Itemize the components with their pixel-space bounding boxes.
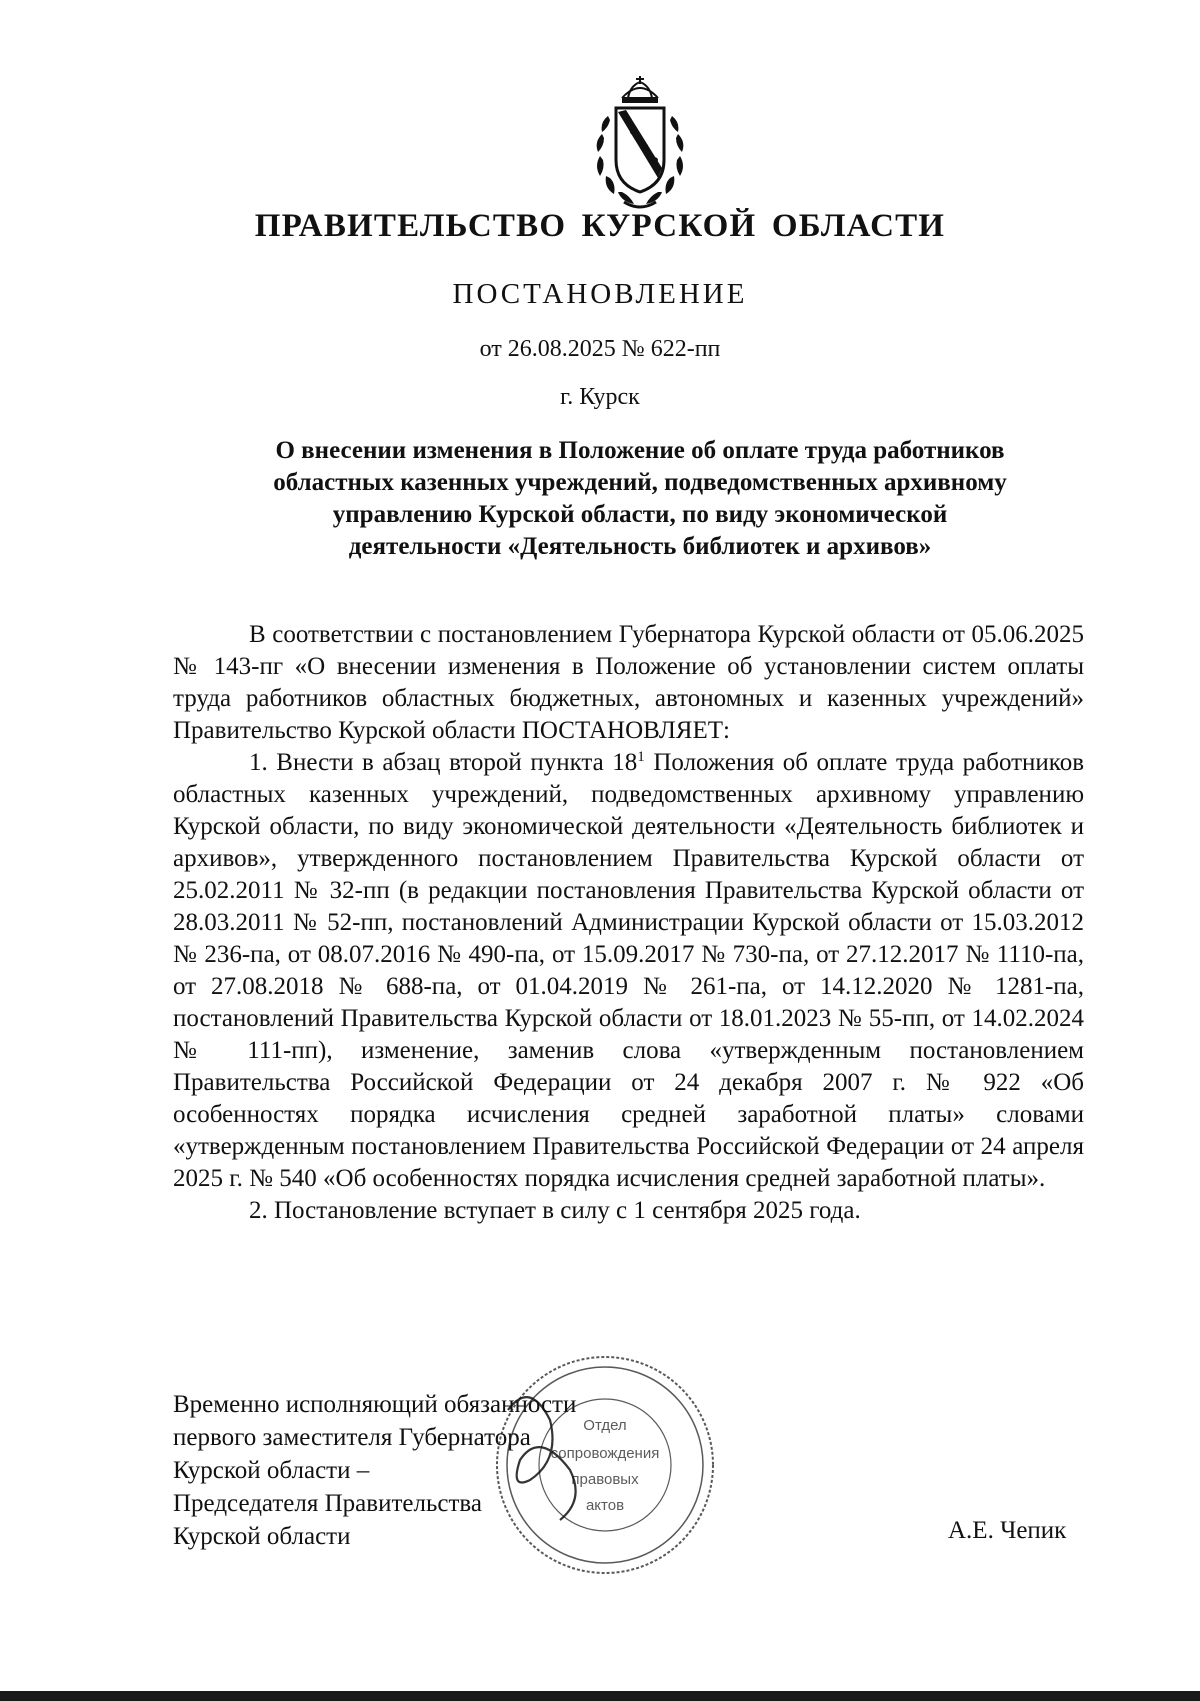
body-paragraph-item-1 bbox=[173, 747, 1084, 1195]
title-line: областных казенных учреждений, подведомственных архивному bbox=[273, 469, 1007, 496]
signer-position-line: Временно исполняющий обязанности bbox=[173, 1391, 577, 1418]
item-1-end: Положения об оплате труда работников областных казенных учреждений, подведомственных архивному управлению Курской области, по виду экономической деятельности «Деятельность библиотек и архивов», утвержденного постановлением Правительства Курской области от 25.02.2011 № 32-пп (в редакции постановления Правительства Курской области от 28.03.2011 № 52-пп, постановлений Администрации Курской области от 15.03.2012 № 236-па, от 08.07.2016 № 490-па, от 15.09.2017 № 730-па, от 27.12.2017 № 1110-па, от 27.08.2018 № 688-па, от 01.04.2019 № 261-па, от 14.12.2020 № 1281-па, постановлений Правительства Курской области от 18.01.2023 № 55-пп, от 14.02.2024 № 111-пп), изменение, заменив слова «утвержденным постановлением Правительства Российской Федерации от 24 декабря 2007 г. № 922 «Об особенностях порядка исчисления средней заработной платы» словами «утвержденным постановлением Правительства Российской Федерации от 24 апреля 2025 г. № 540 «Об особенностях порядка исчисления средней заработной платы». bbox=[173, 749, 1084, 1192]
signer-position-line: Председателя Правительства bbox=[173, 1490, 482, 1517]
body-paragraph-item-2: 2. Постановление вступает в силу с 1 сентября 2025 года. bbox=[249, 1197, 861, 1224]
signer-position-line: первого заместителя Губернатора bbox=[173, 1424, 531, 1451]
signer-position-line: Курской области – bbox=[173, 1457, 370, 1484]
document-title bbox=[200, 435, 1080, 563]
document-date-number: от 26.08.2025 № 622-пп bbox=[479, 336, 721, 362]
item-1-superscript: 1 bbox=[637, 749, 645, 765]
title-line: О внесении изменения в Положение об оплате труда работников bbox=[275, 437, 1005, 464]
stamp-line: сопровождения bbox=[550, 1445, 660, 1462]
organization-name: ПРАВИТЕЛЬСТВО КУРСКОЙ ОБЛАСТИ bbox=[254, 208, 946, 244]
document-type: ПОСТАНОВЛЕНИЕ bbox=[452, 278, 748, 310]
stamp-line: актов bbox=[585, 1497, 625, 1514]
body-paragraph-preamble: В соответствии с постановлением Губернатора Курской области от 05.06.2025 № 143-пг «О внесении изменения в Положение об установлении систем оплаты труда работников областных бюджетных, автономных и казенных учреждений» Правительство Курской области ПОСТАНОВЛЯЕТ: bbox=[173, 621, 1084, 744]
document-city: г. Курск bbox=[560, 384, 640, 410]
document-body bbox=[173, 619, 1084, 1227]
signer-position-line: Курской области bbox=[173, 1523, 351, 1550]
stamp-line: правовых bbox=[571, 1471, 639, 1488]
item-1-start: 1. Внести в абзац второй пункта 18 bbox=[249, 749, 638, 776]
stamp-line: Отдел bbox=[583, 1417, 627, 1434]
title-line: управлению Курской области, по виду экономической bbox=[332, 501, 948, 528]
official-stamp bbox=[490, 1350, 720, 1580]
signer-name: А.Е. Чепик bbox=[948, 1517, 1067, 1544]
title-line: деятельности «Деятельность библиотек и архивов» bbox=[348, 533, 932, 560]
coat-of-arms-emblem bbox=[578, 76, 702, 216]
scan-bottom-edge bbox=[0, 1691, 1200, 1701]
